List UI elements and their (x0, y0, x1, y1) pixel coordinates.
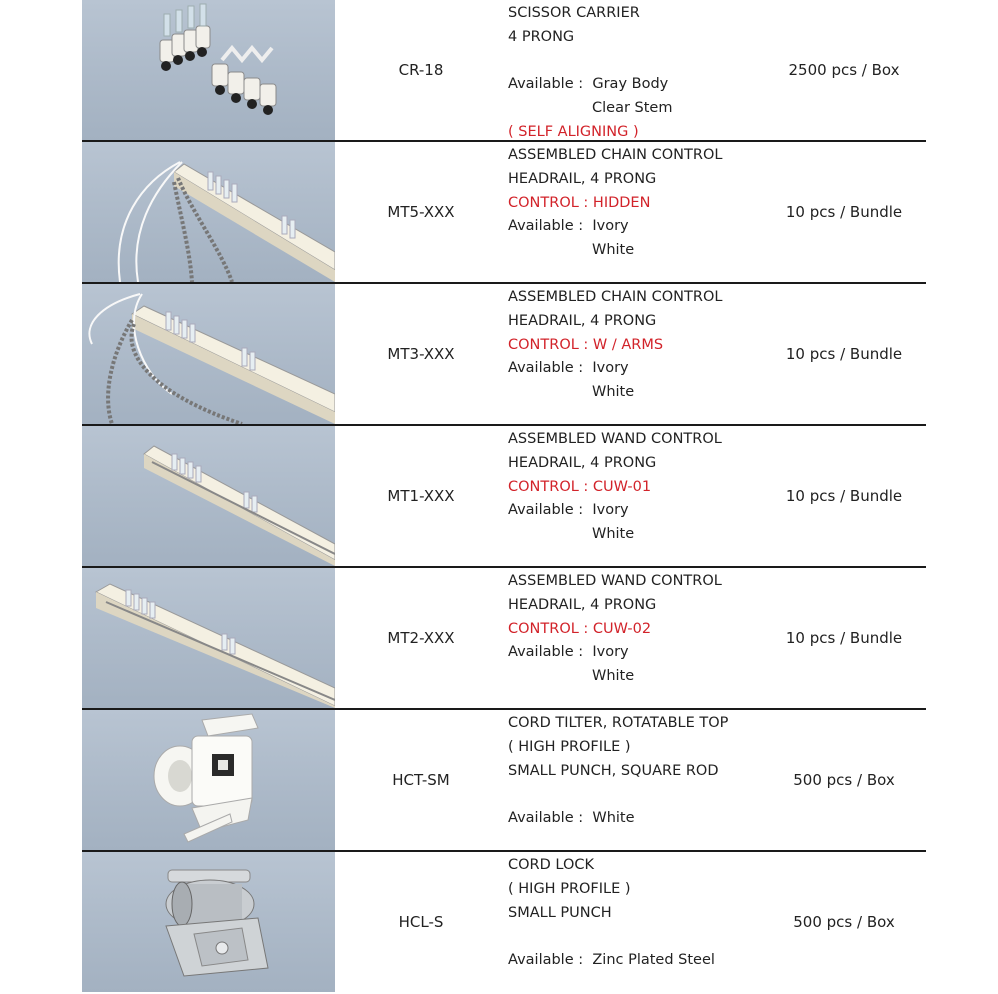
packaging: 2500 pcs / Box (788, 61, 900, 79)
availability-line (508, 499, 768, 523)
description-line: ( HIGH PROFILE ) (508, 738, 631, 755)
description-line: 4 PRONG (508, 28, 575, 45)
product-row (82, 284, 926, 426)
description-line: HEADRAIL, 4 PRONG (508, 596, 657, 613)
product-catalog (82, 0, 926, 994)
product-description (508, 428, 768, 547)
available-label: Available : (508, 502, 584, 519)
product-row (82, 426, 926, 568)
product-row (82, 710, 926, 852)
product-description (508, 570, 768, 689)
cord-tilter-photo (82, 710, 335, 850)
packaging: 500 pcs / Box (793, 771, 895, 789)
description-line: HEADRAIL, 4 PRONG (508, 454, 657, 471)
chain-headrail-photo (82, 142, 335, 282)
available-value: Ivory (592, 360, 629, 377)
control-type: CONTROL : CUW-02 (508, 620, 652, 637)
control-type: CONTROL : HIDDEN (508, 194, 651, 211)
product-code: MT3-XXX (387, 345, 455, 363)
available-value: Ivory (592, 502, 629, 519)
availability-line (508, 949, 768, 973)
description-line: CORD LOCK (508, 857, 594, 873)
description-line: SMALL PUNCH, SQUARE ROD (508, 762, 719, 779)
wand-headrail-2-photo (82, 568, 335, 708)
available-value: White (592, 526, 635, 543)
packaging: 500 pcs / Box (793, 913, 895, 931)
product-code: MT5-XXX (387, 203, 455, 221)
description-line: CORD TILTER, ROTATABLE TOP (508, 715, 729, 731)
description-line: ASSEMBLED CHAIN CONTROL (508, 147, 723, 163)
packaging: 10 pcs / Bundle (785, 487, 903, 505)
available-value: Ivory (592, 644, 629, 661)
description-line: SCISSOR CARRIER (508, 5, 640, 21)
availability-line (508, 357, 768, 381)
packaging: 10 pcs / Bundle (785, 345, 903, 363)
product-code: MT2-XXX (387, 629, 455, 647)
product-code: MT1-XXX (387, 487, 455, 505)
availability-line (508, 641, 768, 665)
description-line: ASSEMBLED WAND CONTROL (508, 431, 722, 447)
description-line: ( HIGH PROFILE ) (508, 880, 631, 897)
available-value: Ivory (592, 218, 629, 235)
product-row (82, 852, 926, 994)
available-value: Gray Body (592, 76, 669, 93)
product-description (508, 286, 768, 405)
scissor-carrier-photo (82, 0, 335, 140)
cord-lock-photo (82, 852, 335, 992)
description-line: SMALL PUNCH (508, 904, 612, 921)
product-row (82, 142, 926, 284)
feature-note: ( SELF ALIGNING ) (508, 123, 639, 140)
control-type: CONTROL : W / ARMS (508, 336, 664, 353)
product-description (508, 144, 768, 263)
product-row (82, 0, 926, 142)
chain-headrail-arms-photo (82, 284, 335, 424)
available-label: Available : (508, 644, 584, 661)
description-line: HEADRAIL, 4 PRONG (508, 170, 657, 187)
product-description (508, 712, 768, 831)
available-label: Available : (508, 810, 584, 827)
availability-line (508, 215, 768, 239)
packaging: 10 pcs / Bundle (785, 203, 903, 221)
description-line (508, 50, 768, 74)
control-type: CONTROL : CUW-01 (508, 478, 652, 495)
wand-headrail-photo (82, 426, 335, 566)
available-value: White (592, 242, 635, 259)
available-label: Available : (508, 360, 584, 377)
description-line: HEADRAIL, 4 PRONG (508, 312, 657, 329)
description-line (508, 783, 768, 807)
available-value: White (592, 384, 635, 401)
packaging: 10 pcs / Bundle (785, 629, 903, 647)
available-value: White (592, 668, 635, 685)
product-code: HCT-SM (392, 771, 450, 789)
description-line (508, 925, 768, 949)
availability-line (508, 807, 768, 831)
available-value: White (592, 810, 635, 827)
product-code: CR-18 (398, 61, 444, 79)
available-label: Available : (508, 952, 584, 969)
description-line: ASSEMBLED CHAIN CONTROL (508, 289, 723, 305)
product-row (82, 568, 926, 710)
availability-line (508, 73, 768, 97)
available-value: Zinc Plated Steel (592, 952, 715, 969)
available-value: Clear Stem (592, 100, 673, 117)
product-description (508, 854, 768, 973)
available-label: Available : (508, 76, 584, 93)
product-code: HCL-S (398, 913, 444, 931)
available-label: Available : (508, 218, 584, 235)
description-line: ASSEMBLED WAND CONTROL (508, 573, 722, 589)
product-description (508, 2, 768, 145)
